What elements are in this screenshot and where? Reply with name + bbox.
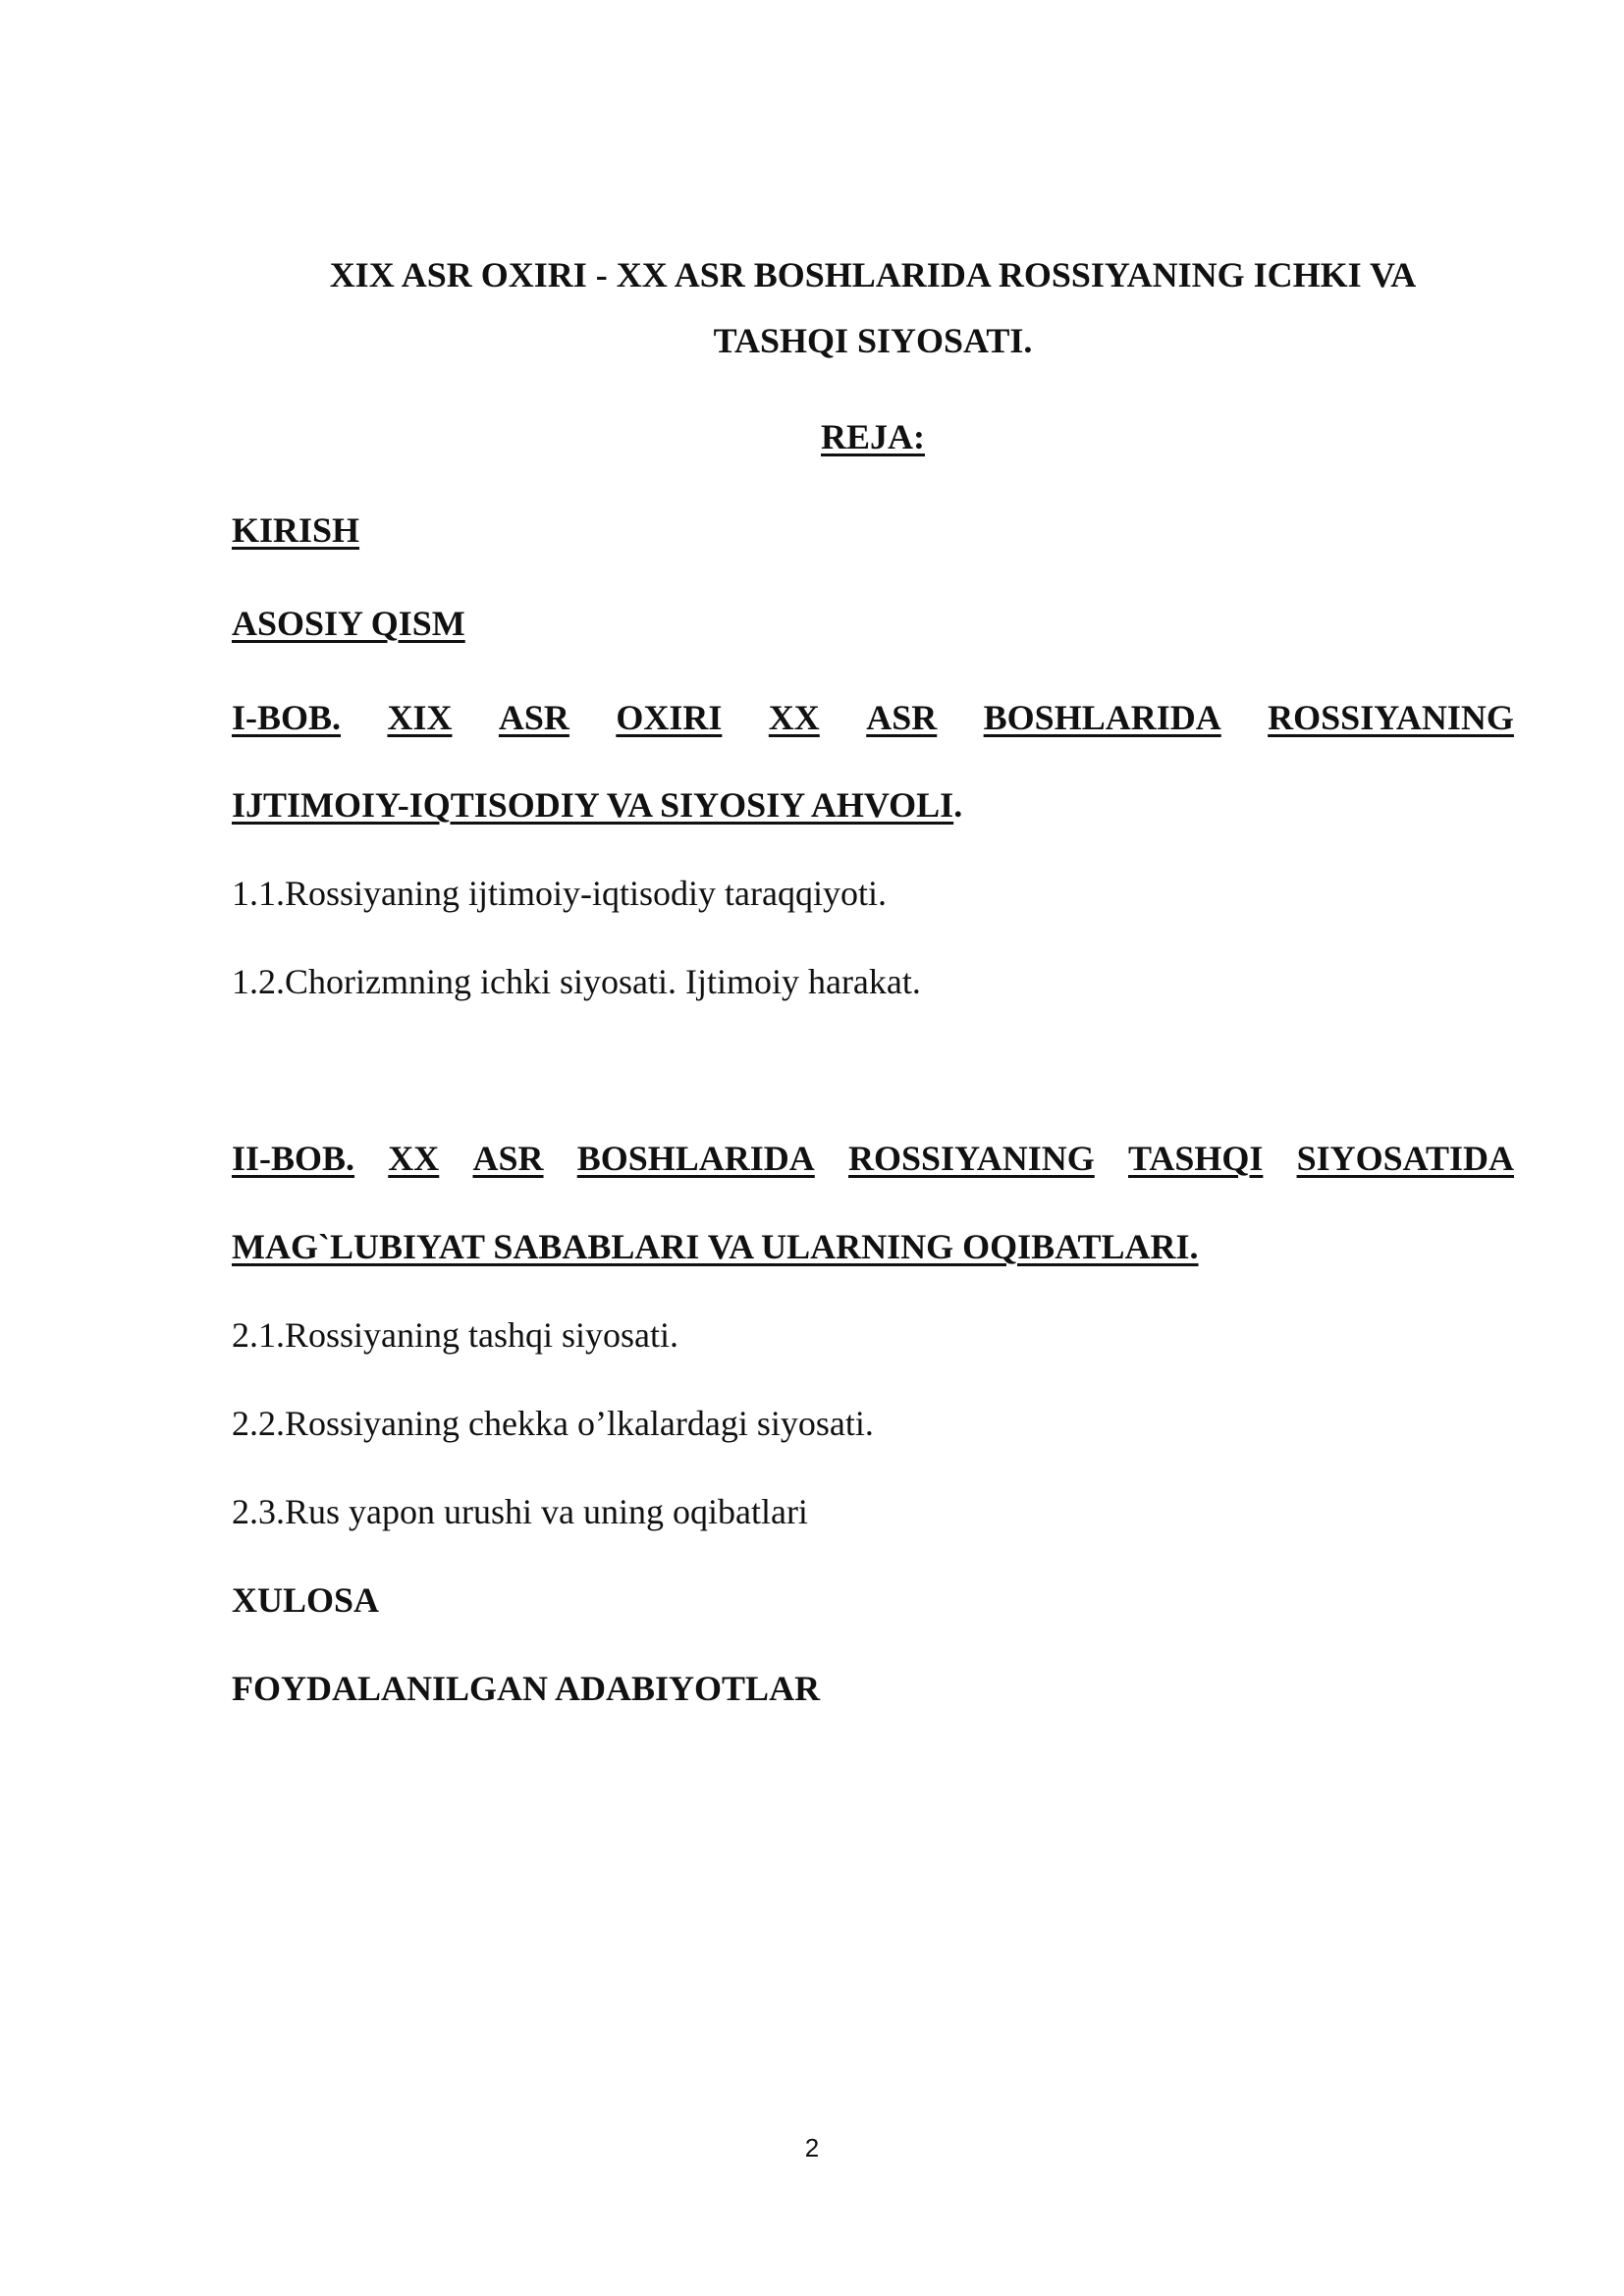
chapter-2-title-line-2: MAG`LUBIYAT SABABLARI VA ULARNING OQIBATLARI.	[232, 1227, 1199, 1266]
chapter-2-item-3: 2.3.Rus yapon urushi va uning oqibatlari	[232, 1492, 808, 1531]
chapter-1-word: XIX	[387, 698, 453, 737]
chapter-2-word: II-BOB.	[232, 1139, 355, 1178]
chapter-2-word: BOSHLARIDA	[576, 1139, 815, 1178]
document-title-line-1: XIX ASR OXIRI - XX ASR BOSHLARIDA ROSSIYANING ICHKI VA	[329, 255, 1417, 294]
intro-heading: KIRISH	[232, 510, 360, 550]
plan-heading: REJA:	[821, 417, 925, 456]
chapter-1-title-line-2	[232, 783, 1514, 827]
chapter-2-word: XX	[388, 1139, 440, 1178]
chapter-1-word: ASR	[498, 698, 569, 737]
chapter-2-word: ROSSIYANING	[848, 1139, 1095, 1178]
chapter-1-item-1: 1.1.Rossiyaning ijtimoiy-iqtisodiy taraqqiyoti.	[232, 874, 887, 913]
chapter-1-word: ROSSIYANING	[1268, 698, 1514, 737]
chapter-1-word: OXIRI	[616, 698, 723, 737]
chapter-1-word: XX	[768, 698, 820, 737]
conclusion-heading: XULOSA	[232, 1580, 380, 1620]
chapter-2-word: SIYOSATIDA	[1296, 1139, 1514, 1178]
chapter-2-word: TASHQI	[1128, 1139, 1264, 1178]
chapter-1-title-period: .	[953, 785, 963, 825]
chapter-2-title-line-1	[232, 1137, 1514, 1180]
chapter-2-item-2: 2.2.Rossiyaning chekka o’lkalardagi siyosati.	[232, 1404, 874, 1443]
chapter-1-word: ASR	[866, 698, 938, 737]
chapter-1-word: BOSHLARIDA	[983, 698, 1221, 737]
chapter-2-word: ASR	[472, 1139, 544, 1178]
chapter-1-word: I-BOB.	[232, 698, 342, 737]
chapter-1-title-line-2-text: IJTIMOIY-IQTISODIY VA SIYOSIY AHVOLI	[232, 785, 954, 825]
document-title-line-2: TASHQI SIYOSATI.	[713, 321, 1033, 360]
references-heading: FOYDALANILGAN ADABIYOTLAR	[232, 1669, 821, 1708]
chapter-2-item-1: 2.1.Rossiyaning tashqi siyosati.	[232, 1315, 679, 1355]
page-number: 2	[804, 2133, 820, 2163]
chapter-1-item-2: 1.2.Chorizmning ichki siyosati. Ijtimoiy harakat.	[232, 962, 921, 1001]
main-part-heading: ASOSIY QISM	[232, 604, 465, 643]
chapter-1-title-line-1	[232, 696, 1514, 739]
